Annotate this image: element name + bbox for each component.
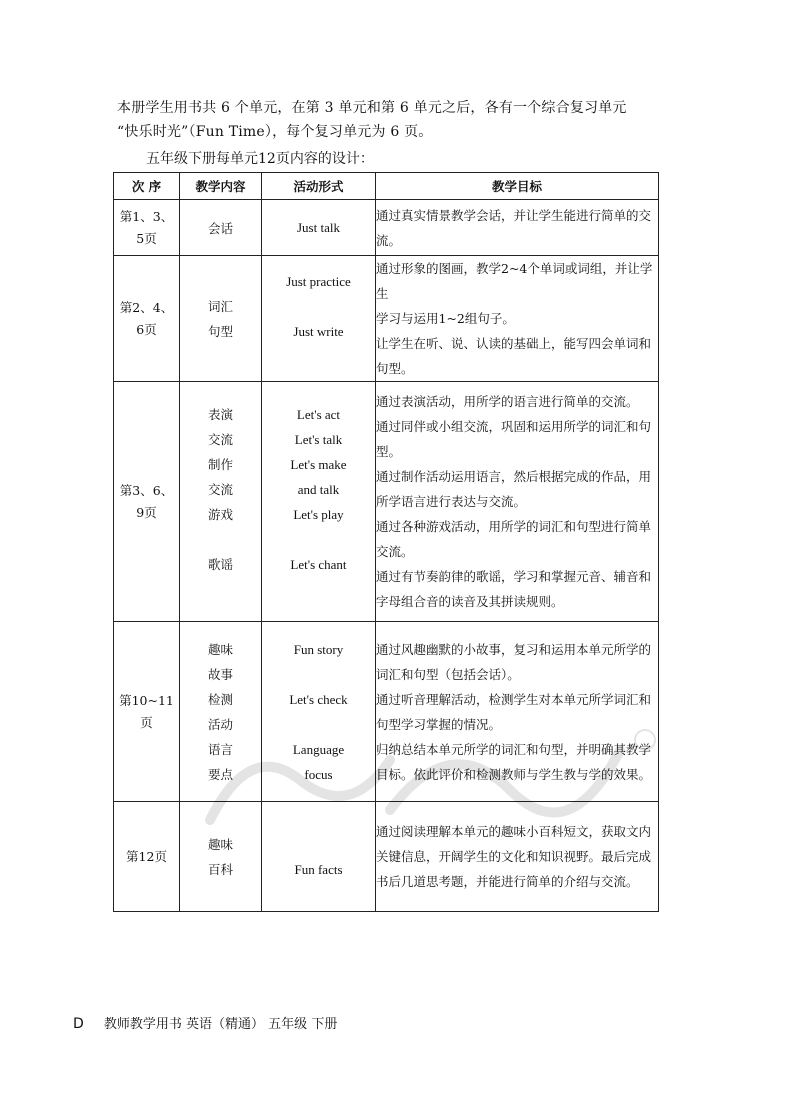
intro-line-1: 本册学生用书共 6 个单元，在第 3 单元和第 6 单元之后，各有一个综合复习单元 [117, 100, 627, 116]
content-item: 制作 [207, 456, 233, 472]
order-line: 第3、6、 [119, 482, 174, 498]
goal-line: 通过制作活动运用语言，然后根据完成的作品，用 [376, 469, 652, 484]
row-content [180, 200, 262, 256]
content-item: 要点 [207, 766, 233, 782]
goal-line: 通过有节奏韵律的歌谣，学习和掌握元音、辅音和 [376, 569, 652, 584]
content-item: 词汇 [207, 298, 233, 314]
row-order [114, 200, 180, 256]
row-form [262, 622, 376, 802]
header-content: 教学内容 [180, 173, 262, 200]
goal-line: 归纳总结本单元所学的词汇和句型，并明确其教学 [376, 741, 652, 757]
order-line: 页 [140, 714, 153, 730]
goal-line: 通过阅读理解本单元的趣味小百科短文，获取文内 [376, 824, 652, 839]
row-goal [376, 256, 659, 382]
intro-paragraph [117, 96, 677, 144]
form-item: Just practice [286, 273, 351, 289]
form-item: Just talk [297, 219, 340, 235]
row-goal [376, 622, 659, 802]
header-order: 次 序 [114, 173, 180, 200]
form-item: and talk [297, 481, 340, 497]
goal-line: 通过真实情景教学会话，并让学生能进行简单的交 [376, 207, 652, 223]
intro-line-2: “快乐时光”（Fun Time），每个复习单元为 6 页。 [117, 124, 433, 140]
form-item: Let's chant [290, 556, 347, 572]
goal-line: 目标。依此评价和检测教师与学生教与学的效果。 [376, 766, 652, 782]
form-item: Let's act [296, 406, 341, 422]
table-caption: 五年级下册每单元12页内容的设计： [146, 151, 374, 167]
content-item: 句型 [207, 323, 233, 339]
order-line: 5页 [136, 230, 157, 246]
order-line: 第12页 [126, 848, 167, 864]
footer-text: 教师教学用书 英语（精通） 五年级 下册 [103, 1017, 338, 1032]
page-footer [73, 1013, 337, 1032]
goal-line: 词汇和句型（包括会话）。 [376, 666, 520, 682]
content-item: 歌谣 [207, 556, 233, 572]
row-form [262, 382, 376, 622]
table-row [114, 256, 659, 382]
order-line: 第2、4、 [119, 299, 174, 315]
goal-line: 句型学习掌握的情况。 [376, 716, 502, 732]
goal-line: 字母组合音的读音及其拼读规则。 [376, 594, 564, 609]
row-content [180, 622, 262, 802]
row-order [114, 382, 180, 622]
goal-line: 所学语言进行表达与交流。 [376, 494, 527, 509]
form-item: Let's check [289, 691, 348, 707]
order-line: 6页 [136, 321, 157, 337]
row-order [114, 802, 180, 912]
row-order [114, 622, 180, 802]
goal-line: 让学生在听、说、认读的基础上，能写四会单词和 [376, 336, 652, 351]
content-item: 活动 [207, 716, 233, 732]
form-item: Let's play [293, 506, 344, 522]
footer-mark: D [73, 1016, 84, 1032]
table-row [114, 200, 659, 256]
row-content [180, 256, 262, 382]
row-goal [376, 802, 659, 912]
goal-line: 句型。 [376, 361, 414, 376]
order-line: 9页 [136, 504, 157, 520]
header-form: 活动形式 [262, 173, 376, 200]
form-item: focus [304, 766, 333, 782]
order-line: 第10~11 [119, 692, 174, 708]
content-item: 趣味 [207, 641, 233, 657]
order-line: 第1、3、 [119, 208, 174, 224]
goal-line: 通过听音理解活动，检测学生对本单元所学词汇和 [376, 691, 652, 707]
row-form [262, 802, 376, 912]
content-item: 语言 [207, 741, 233, 757]
content-item: 检测 [207, 691, 233, 707]
form-item: Let's talk [294, 431, 343, 447]
goal-line: 通过形象的图画，教学2~4个单词或词组，并让学生 [376, 261, 653, 301]
content-item: 交流 [207, 431, 233, 447]
goal-line: 关键信息，开阔学生的文化和知识视野。最后完成 [376, 849, 652, 864]
content-item: 百科 [207, 861, 233, 877]
goal-line: 通过表演活动，用所学的语言进行简单的交流。 [376, 394, 639, 409]
row-form [262, 200, 376, 256]
row-order [114, 256, 180, 382]
unit-design-table [113, 172, 659, 912]
goal-line: 学习与运用1~2组句子。 [376, 311, 515, 326]
content-item: 故事 [207, 666, 233, 682]
content-item: 游戏 [207, 506, 233, 522]
goal-line: 流。 [376, 232, 402, 248]
row-form [262, 256, 376, 382]
form-item: Fun story [293, 641, 344, 657]
content-item: 交流 [207, 481, 233, 497]
table-header-row [114, 173, 659, 200]
content-item: 会话 [207, 220, 233, 236]
table-row [114, 802, 659, 912]
form-item: Let's make [290, 456, 347, 472]
form-item: Language [292, 741, 345, 757]
form-item: Fun facts [294, 861, 343, 877]
goal-line: 通过同伴或小组交流，巩固和运用所学的词汇和句型。 [376, 419, 652, 459]
goal-line: 通过风趣幽默的小故事，复习和运用本单元所学的 [376, 641, 652, 657]
row-goal [376, 382, 659, 622]
goal-line: 书后几道思考题，并能进行简单的介绍与交流。 [376, 874, 639, 889]
header-goal: 教学目标 [376, 173, 659, 200]
content-item: 趣味 [207, 836, 233, 852]
table-row [114, 382, 659, 622]
content-item: 表演 [207, 406, 233, 422]
table-row [114, 622, 659, 802]
form-item: Just write [293, 323, 344, 339]
row-goal [376, 200, 659, 256]
row-content [180, 382, 262, 622]
row-content [180, 802, 262, 912]
goal-line: 通过各种游戏活动，用所学的词汇和句型进行简单 [376, 519, 652, 534]
goal-line: 交流。 [376, 544, 414, 559]
